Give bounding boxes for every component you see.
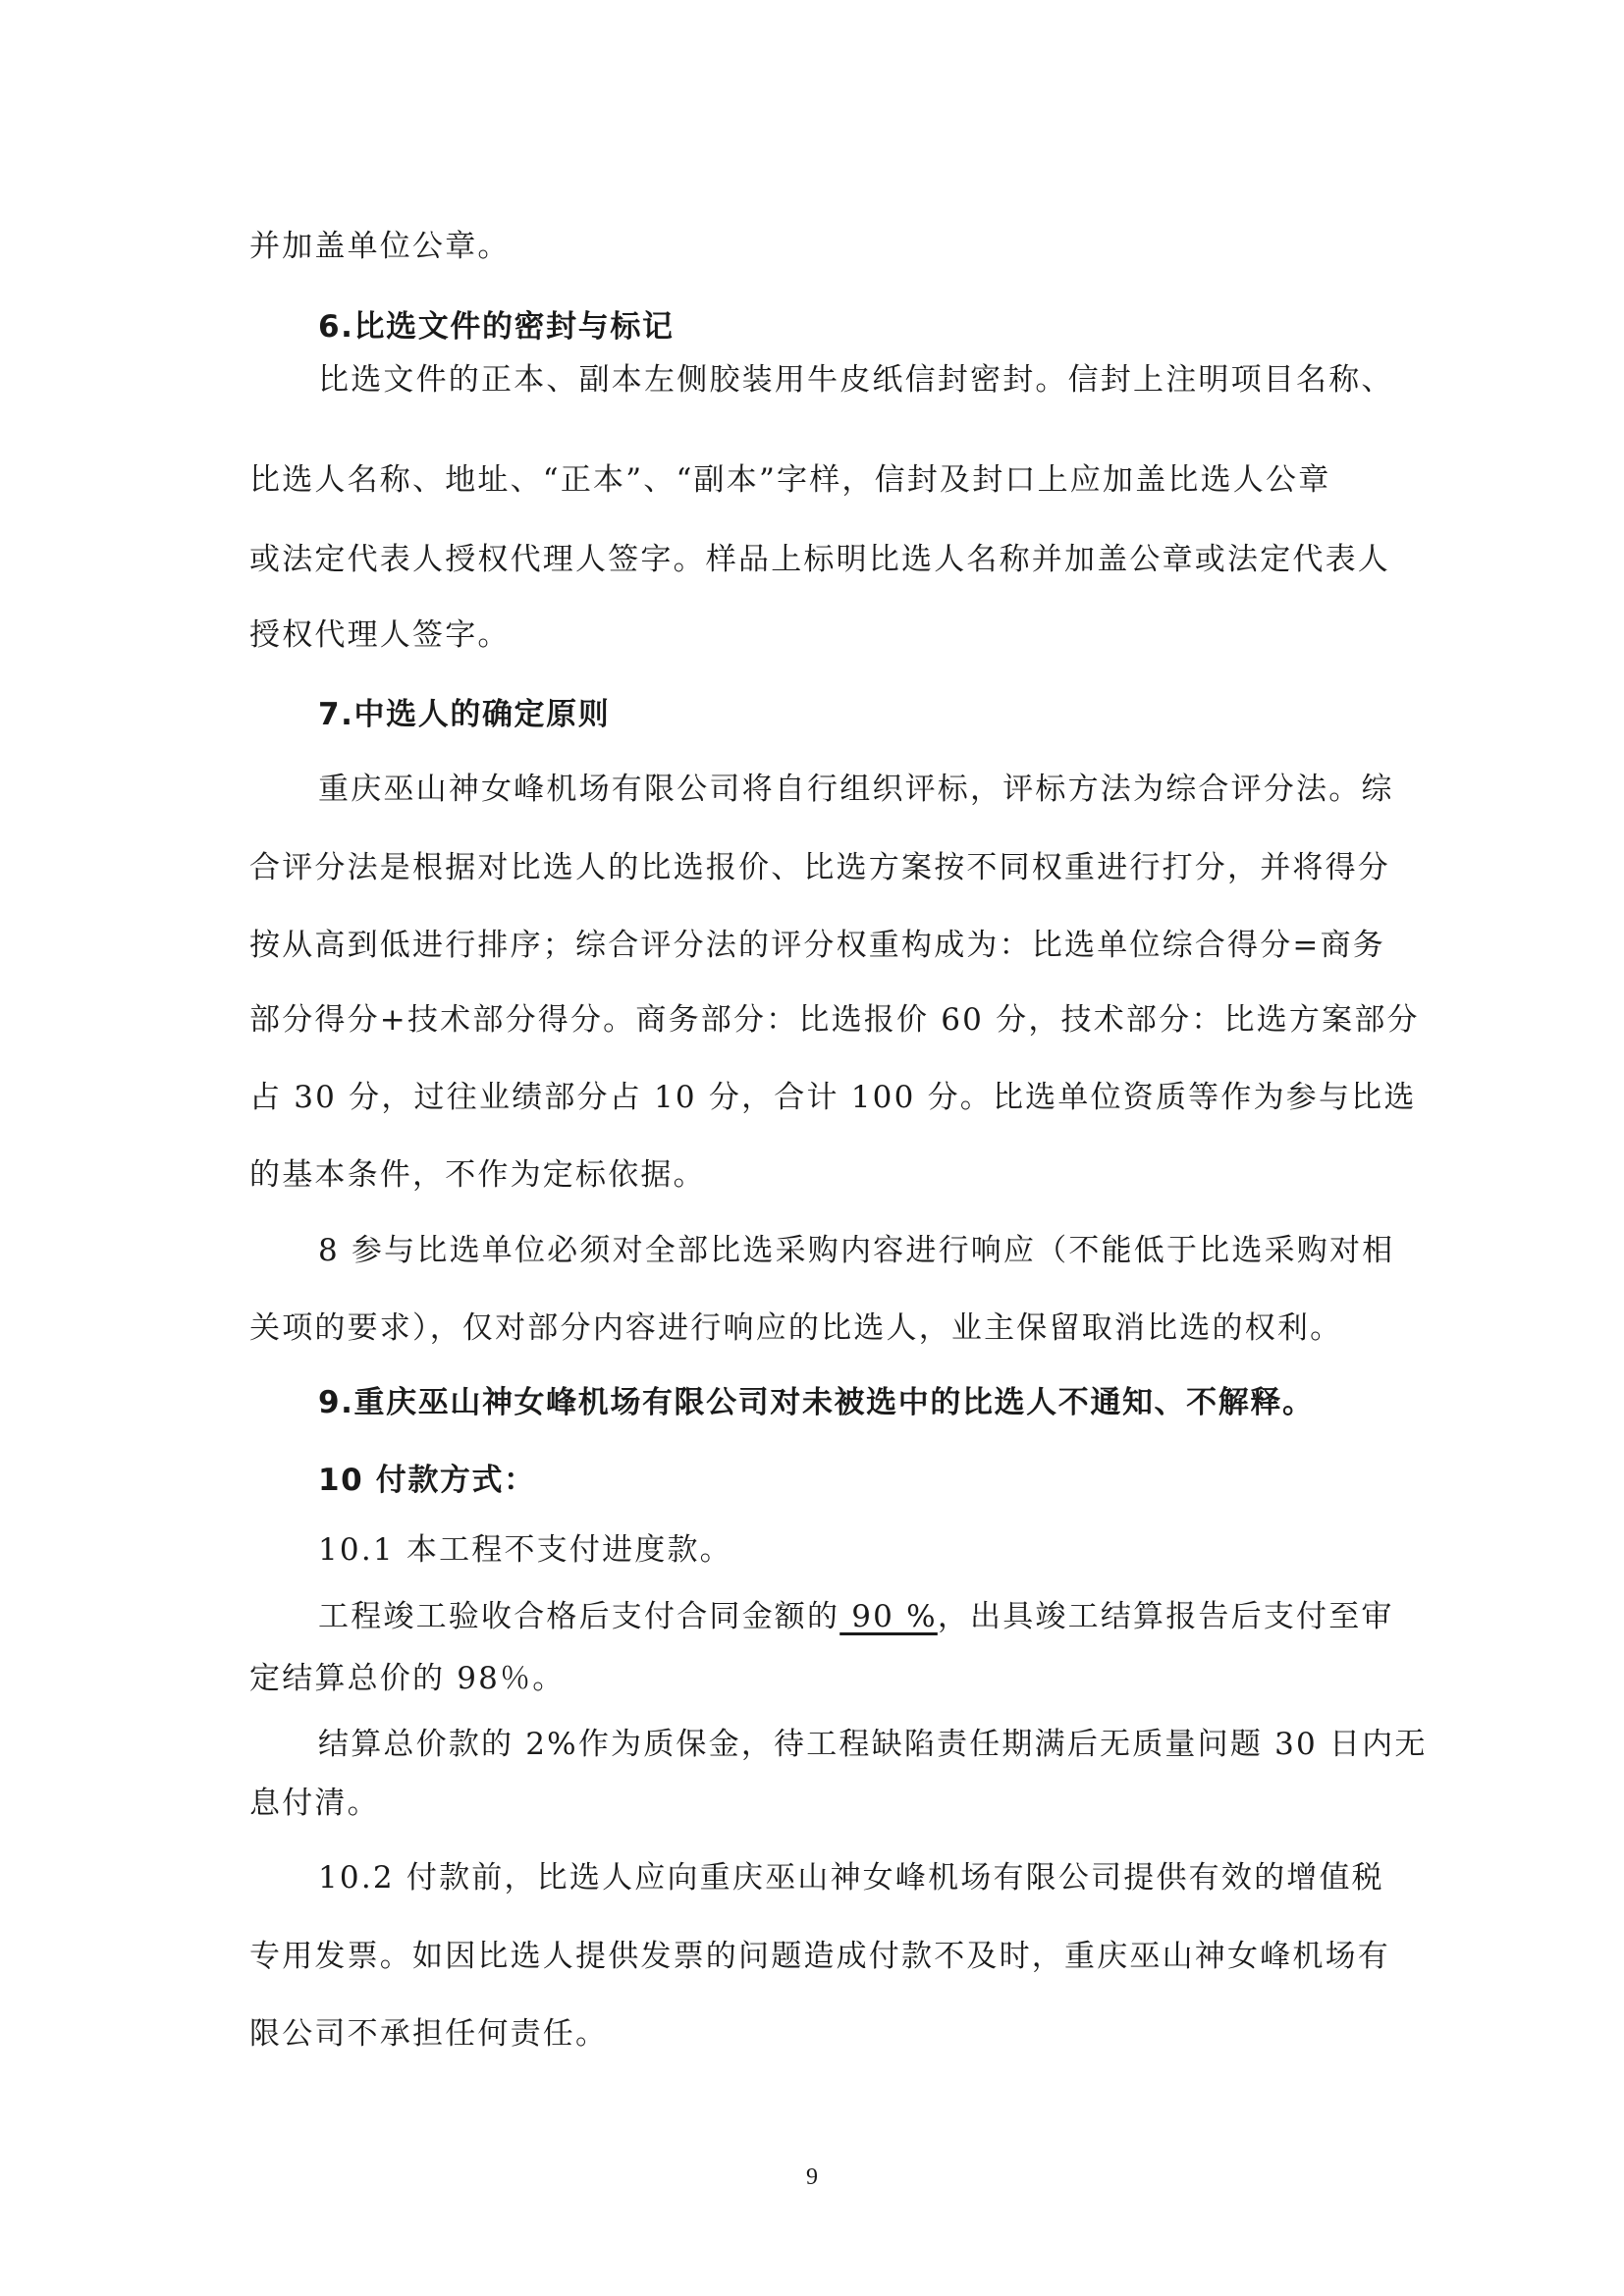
text-line (318, 1597, 1394, 1636)
text-line: 重庆巫山神女峰机场有限公司将自行组织评标，评标方法为综合评分法。综 (318, 772, 1394, 807)
text-line: 结算总价款的 2%作为质保金，待工程缺陷责任期满后无质量问题 30 日内无 (318, 1727, 1428, 1762)
text-line: 或法定代表人授权代理人签字。样品上标明比选人名称并加盖公章或法定代表人 (249, 542, 1390, 577)
text-line: 合评分法是根据对比选人的比选报价、比选方案按不同权重进行打分，并将得分 (249, 850, 1390, 885)
text-line: 专用发票。如因比选人提供发票的问题造成付款不及时，重庆巫山神女峰机场有 (249, 1939, 1390, 1974)
section-heading: 6.比选文件的密封与标记 (318, 309, 675, 345)
text-line: 按从高到低进行排序；综合评分法的评分权重构成为：比选单位综合得分=商务 (249, 928, 1385, 963)
section-heading: 7.中选人的确定原则 (318, 697, 611, 732)
text-line: 占 30 分，过往业绩部分占 10 分，合计 100 分。比选单位资质等作为参与比选 (249, 1080, 1417, 1115)
text-segment: ，出具竣工结算报告后支付至审 (937, 1599, 1394, 1634)
text-line: 10.1 本工程不支付进度款。 (318, 1532, 732, 1568)
text-line: 比选文件的正本、副本左侧胶装用牛皮纸信封密封。信封上注明项目名称、 (318, 362, 1394, 398)
text-line: 息付清。 (249, 1786, 380, 1821)
section-heading: 10 付款方式： (318, 1463, 536, 1498)
page-number: 9 (806, 2164, 818, 2190)
text-line: 限公司不承担任何责任。 (249, 2016, 609, 2052)
section-heading: 9.重庆巫山神女峰机场有限公司对未被选中的比选人不通知、不解释。 (318, 1385, 1315, 1420)
text-line: 的基本条件，不作为定标依据。 (249, 1157, 706, 1193)
text-line: 关项的要求），仅对部分内容进行响应的比选人，业主保留取消比选的权利。 (249, 1310, 1343, 1346)
text-line: 8 参与比选单位必须对全部比选采购内容进行响应（不能低于比选采购对相 (318, 1233, 1395, 1268)
text-line: 部分得分+技术部分得分。商务部分：比选报价 60 分，技术部分：比选方案部分 (249, 1002, 1420, 1038)
text-line: 定结算总价的 98％。 (249, 1661, 566, 1696)
text-line: 并加盖单位公章。 (249, 229, 511, 264)
text-line: 授权代理人签字。 (249, 617, 511, 653)
text-segment: 工程竣工验收合格后支付合同金额的 (318, 1599, 840, 1634)
underlined-percentage: 90 % (839, 1599, 938, 1634)
text-line: 10.2 付款前，比选人应向重庆巫山神女峰机场有限公司提供有效的增值税 (318, 1860, 1384, 1896)
text-line: 比选人名称、地址、“正本”、“副本”字样，信封及封口上应加盖比选人公章 (249, 462, 1331, 498)
